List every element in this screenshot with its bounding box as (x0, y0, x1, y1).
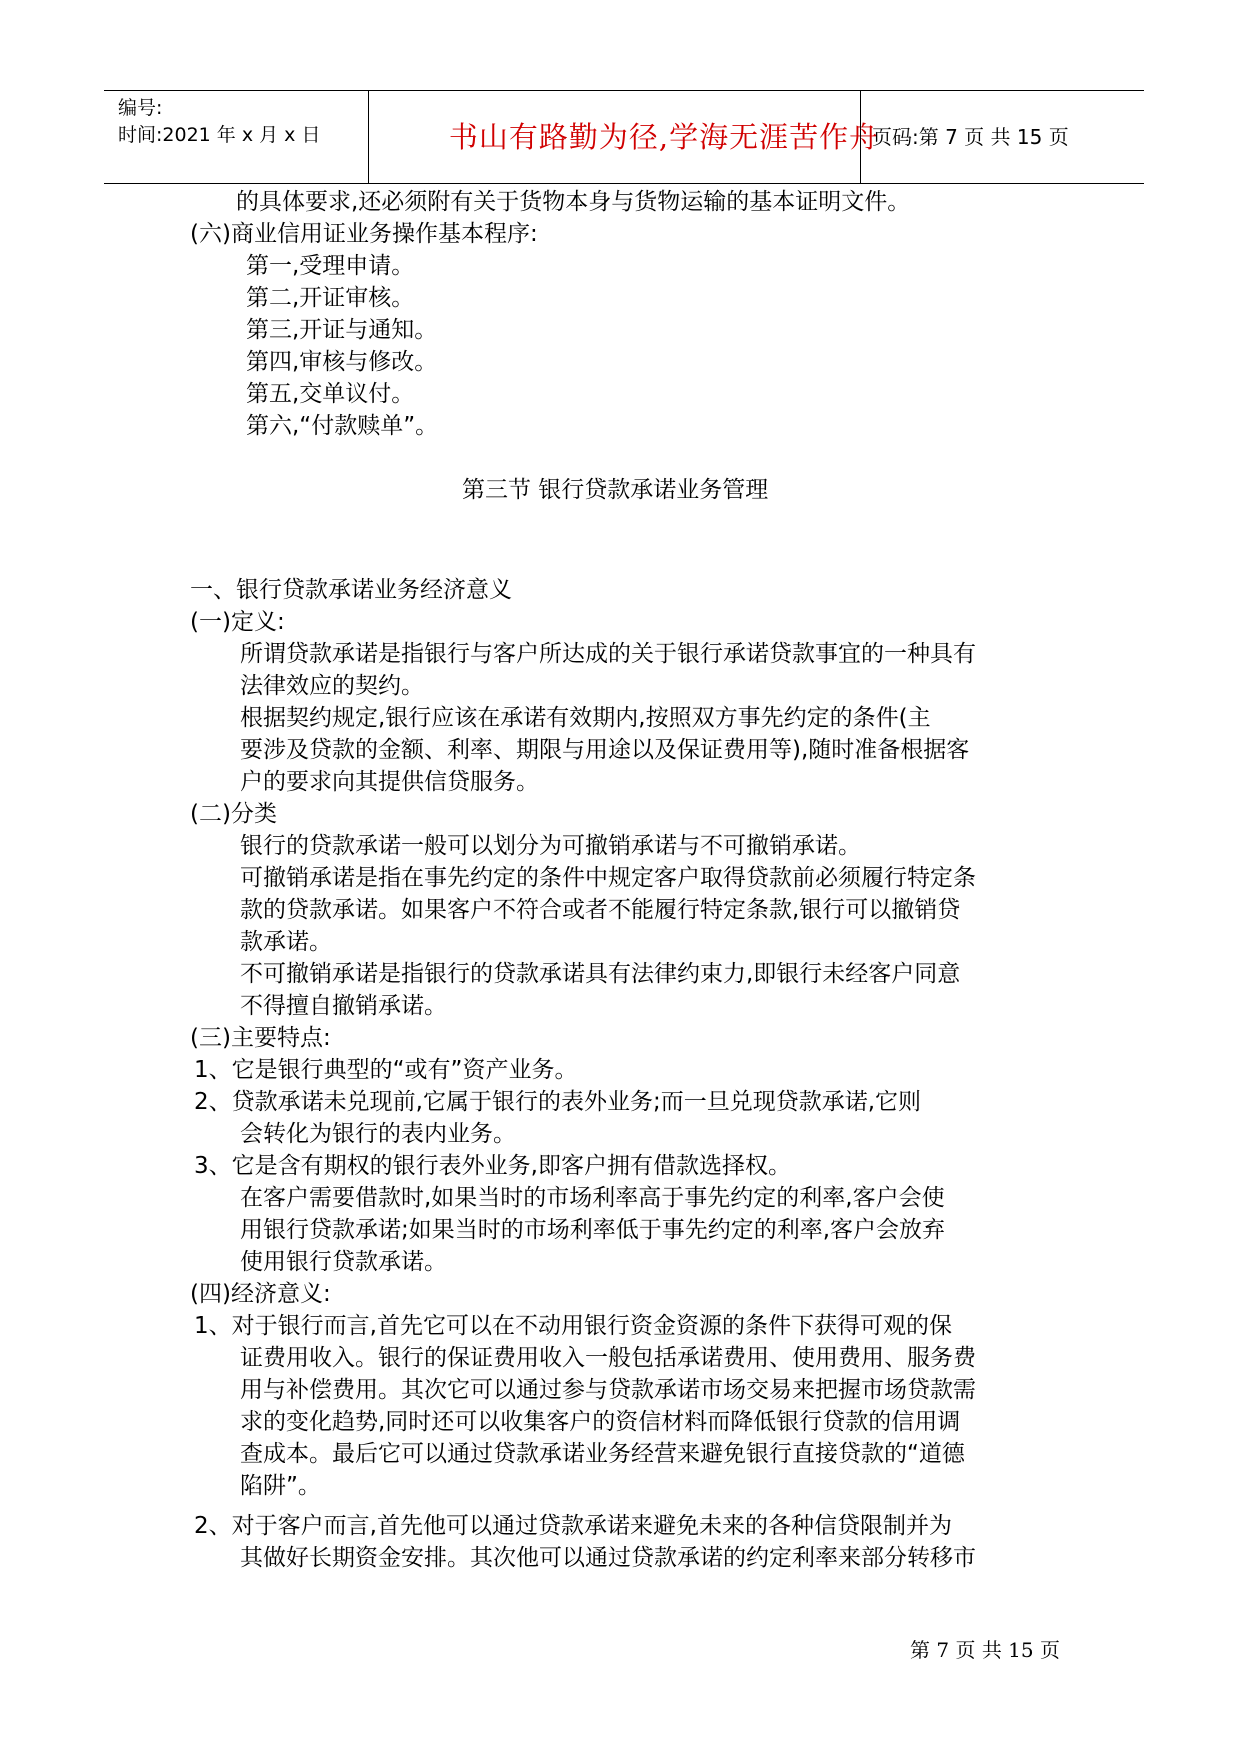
chapter-section-title: 第三节 银行贷款承诺业务管理 (462, 477, 769, 503)
paragraph-line: 会转化为银行的表内业务。 (240, 1121, 516, 1147)
paragraph-line: 户的要求向其提供信贷服务。 (240, 769, 539, 795)
subsection-heading: (三)主要特点: (190, 1025, 331, 1051)
paragraph-line: 证费用收入。银行的保证费用收入一般包括承诺费用、使用费用、服务费 (240, 1345, 976, 1371)
paragraph-line: 查成本。最后它可以通过贷款承诺业务经营来避免银行直接贷款的“道德 (240, 1441, 965, 1467)
paragraph-line: 所谓贷款承诺是指银行与客户所达成的关于银行承诺贷款事宜的一种具有 (240, 641, 976, 667)
numbered-item: 2、对于客户而言,首先他可以通过贷款承诺来避免未来的各种信贷限制并为 (194, 1513, 952, 1539)
page-header (104, 90, 1144, 184)
paragraph-line: 在客户需要借款时,如果当时的市场利率高于事先约定的利率,客户会使 (240, 1185, 945, 1211)
paragraph-line: 求的变化趋势,同时还可以收集客户的资信材料而降低银行贷款的信用调 (240, 1409, 961, 1435)
paragraph-line: 用与补偿费用。其次它可以通过参与贷款承诺市场交易来把握市场贷款需 (240, 1377, 976, 1403)
header-motto: 书山有路勤为径,学海无涯苦作舟 (448, 120, 880, 154)
list-item: 第五,交单议付。 (246, 381, 415, 407)
paragraph-line: 可撤销承诺是指在事先约定的条件中规定客户取得贷款前必须履行特定条 (240, 865, 976, 891)
paragraph-line: 不可撤销承诺是指银行的贷款承诺具有法律约束力,即银行未经客户同意 (240, 961, 961, 987)
paragraph-line: 根据契约规定,银行应该在承诺有效期内,按照双方事先约定的条件(主 (240, 705, 931, 731)
list-item: 第三,开证与通知。 (246, 317, 438, 343)
paragraph-line: 银行的贷款承诺一般可以划分为可撤销承诺与不可撤销承诺。 (240, 833, 861, 859)
list-item: 第四,审核与修改。 (246, 349, 438, 375)
document-date: 时间:2021 年 x 月 x 日 (118, 124, 321, 146)
paragraph-line: 款的贷款承诺。如果客户不符合或者不能履行特定条款,银行可以撤销贷 (240, 897, 961, 923)
paragraph-line: 的具体要求,还必须附有关于货物本身与货物运输的基本证明文件。 (236, 189, 911, 215)
header-divider (860, 91, 861, 183)
paragraph-line: 不得擅自撤销承诺。 (240, 993, 447, 1019)
section-heading: 一、银行贷款承诺业务经济意义 (190, 577, 512, 603)
subsection-heading: (二)分类 (190, 801, 277, 827)
paragraph-line: 要涉及贷款的金额、利率、期限与用途以及保证费用等),随时准备根据客 (240, 737, 970, 763)
paragraph-line: 用银行贷款承诺;如果当时的市场利率低于事先约定的利率,客户会放弃 (240, 1217, 946, 1243)
numbered-item: 1、对于银行而言,首先它可以在不动用银行资金资源的条件下获得可观的保 (194, 1313, 952, 1339)
subsection-heading: (四)经济意义: (190, 1281, 331, 1307)
numbered-item: 3、它是含有期权的银行表外业务,即客户拥有借款选择权。 (194, 1153, 791, 1179)
numbered-item: 2、贷款承诺未兑现前,它属于银行的表外业务;而一旦兑现贷款承诺,它则 (194, 1089, 922, 1115)
header-page-number: 页码:第 7 页 共 15 页 (872, 125, 1069, 149)
paragraph-line: 其做好长期资金安排。其次他可以通过贷款承诺的约定利率来部分转移市 (240, 1545, 976, 1571)
paragraph-line: 使用银行贷款承诺。 (240, 1249, 447, 1275)
paragraph-line: 陷阱”。 (240, 1473, 321, 1499)
section-heading: (六)商业信用证业务操作基本程序: (190, 221, 538, 247)
paragraph-line: 款承诺。 (240, 929, 332, 955)
paragraph-line: 法律效应的契约。 (240, 673, 424, 699)
list-item: 第一,受理申请。 (246, 253, 415, 279)
list-item: 第二,开证审核。 (246, 285, 415, 311)
list-item: 第六,“付款赎单”。 (246, 413, 439, 439)
document-number-label: 编号: (118, 97, 163, 119)
numbered-item: 1、它是银行典型的“或有”资产业务。 (194, 1057, 578, 1083)
page-footer: 第 7 页 共 15 页 (910, 1638, 1060, 1662)
subsection-heading: (一)定义: (190, 609, 285, 635)
